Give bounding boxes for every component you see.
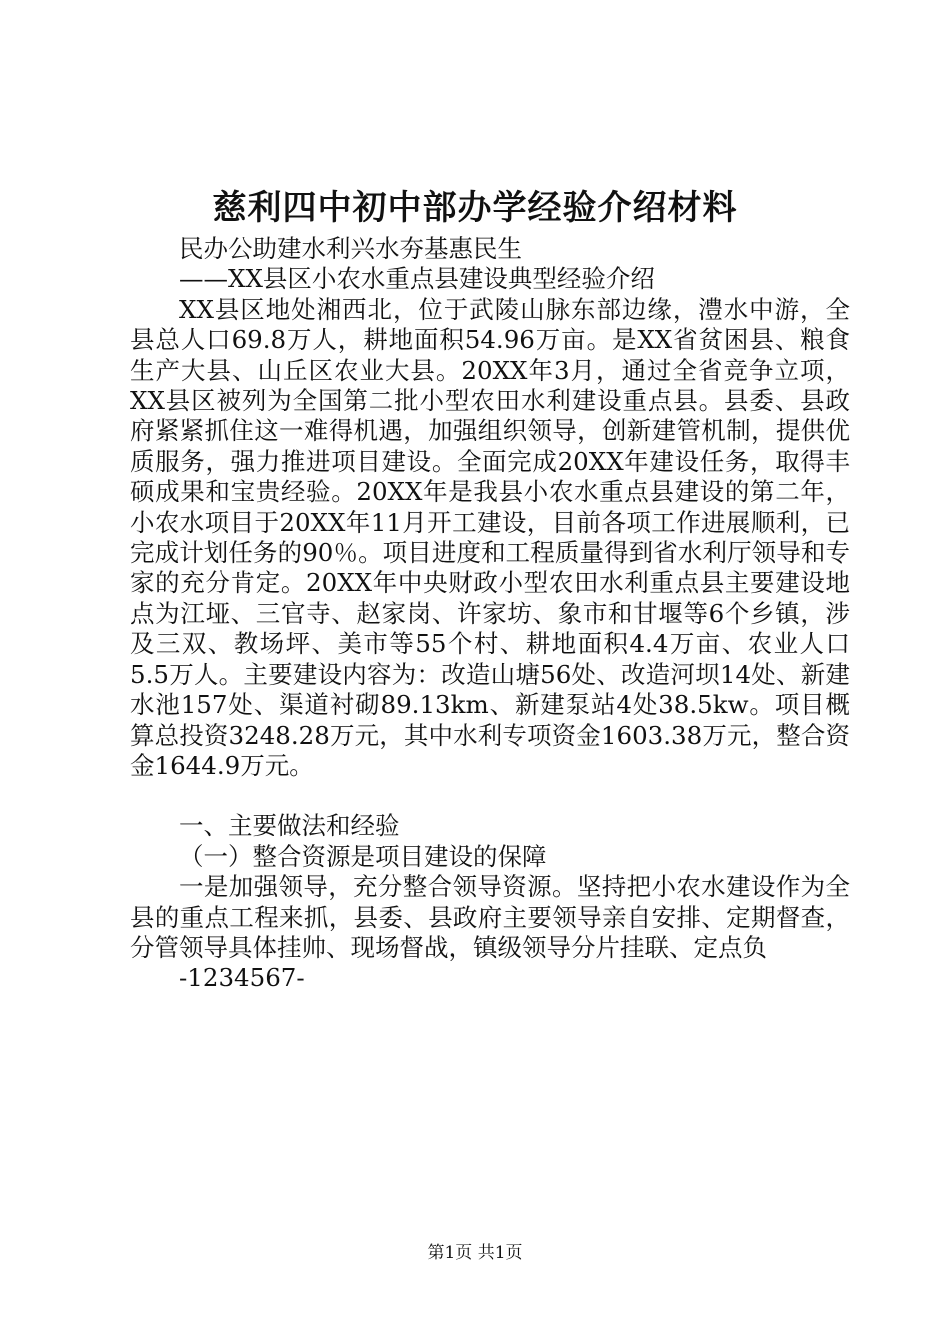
subsection-heading: （一）整合资源是项目建设的保障 [179, 841, 547, 871]
document-body [130, 234, 850, 994]
paragraph-gap [130, 781, 850, 811]
page-number: -1234567- [179, 963, 305, 993]
subtitle: 民办公助建水利兴水夯基惠民生 [179, 234, 522, 263]
paragraph-overview: XX县区地处湘西北，位于武陵山脉东部边缘，澧水中游，全县总人口69.8万人，耕地面积54.96万亩。是XX省贫困县、粮食生产大县、山丘区农业大县。20XX年3月，通过全省竞争立项，XX县区被列为全国第二批小型农田水利建设重点县。县委、县政府紧紧抓住这一难得机遇，加强组织领导，创新建管机制，提供优质服务，强力推进项目建设。全面完成20XX年建设任务，取得丰硕成果和宝贵经验。20XX年是我县小农水重点县建设的第二年，小农水项目于20XX年11月开工建设，目前各项工作进展顺利，已完成计划任务的90％。项目进度和工程质量得到省水利厅领导和专家的充分肯定。20XX年中央财政小型农田水利重点县主要建设地点为江垭、三官寺、赵家岗、许家坊、象市和甘堰等6个乡镇，涉及三双、教场坪、美市等55个村、耕地面积4.4万亩、农业人口5.5万人。主要建设内容为：改造山塘56处、改造河坝14处、新建水池157处、渠道衬砌89.13km、新建泵站4处38.5kw。项目概算总投资3248.28万元，其中水利专项资金1603.38万元，整合资金1644.9万元。 [130, 294, 850, 780]
paragraph-leadership: 一是加强领导，充分整合领导资源。坚持把小农水建设作为全县的重点工程来抓，县委、县政府主要领导亲自安排、定期督查，分管领导具体挂帅、现场督战，镇级领导分片挂联、定点负 [130, 872, 850, 962]
subtitle-secondary: ——XX县区小农水重点县建设典型经验介绍 [179, 264, 655, 294]
section-heading: 一、主要做法和经验 [179, 811, 400, 841]
page-footer: 第1页 共1页 [427, 1243, 523, 1263]
document-title: 慈利四中初中部办学经验介绍材料 [212, 188, 738, 228]
